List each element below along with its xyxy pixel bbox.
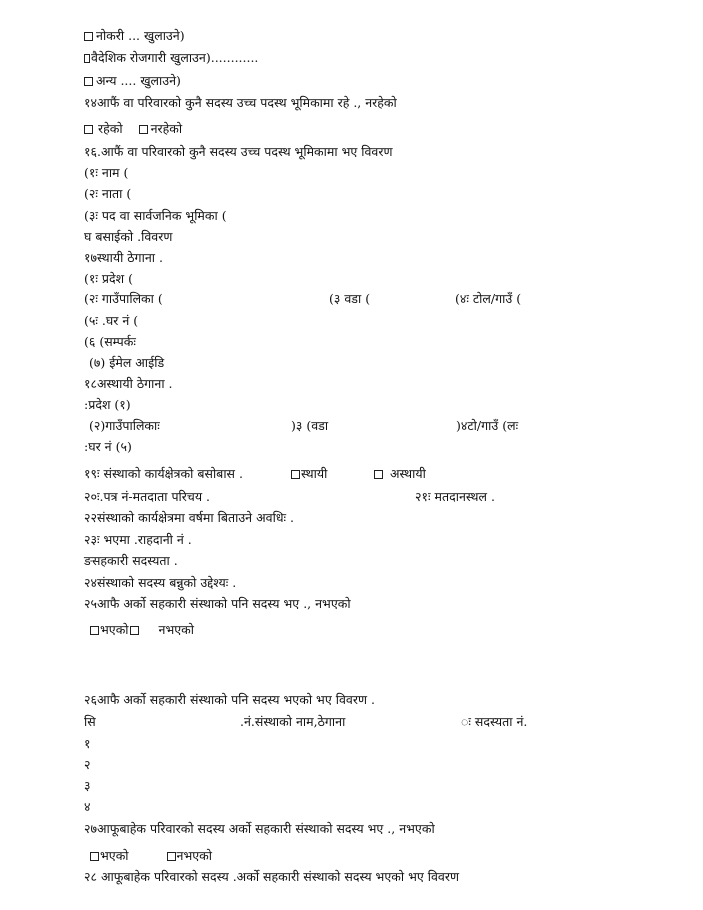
q20-voter-id: २०ः.पत्र नं-मतदाता परिचय . (84, 489, 211, 504)
col-name-address-header: .नं.संस्थाको नाम,ठेगाना (240, 714, 346, 729)
col-serial-header: सि (84, 714, 96, 729)
row-serial-3: ३ (84, 778, 91, 793)
checkbox-q27-yes[interactable] (90, 852, 99, 861)
cooperative-membership-heading: ङसहकारी सदस्यता . (84, 553, 178, 568)
q26-details-heading: २६आफै अर्को सहकारी संस्थाको पनि सदस्य भएको भए विवरण . (84, 692, 375, 707)
q19-residence-heading: १९ः संस्थाको कार्यक्षेत्रको बसोबास . (84, 466, 243, 481)
row-serial-1: १ (84, 736, 91, 751)
checkbox-not-held[interactable] (139, 125, 148, 134)
q14-options (84, 123, 182, 136)
row-serial-2: २ (84, 757, 91, 772)
q16-name-field: (१ः नाम ( (84, 165, 129, 180)
q25-options (90, 624, 194, 637)
label-yes-held: रहेको (98, 121, 123, 136)
checkbox-yes-held[interactable] (84, 125, 93, 134)
q19-temporary-option (374, 468, 426, 481)
label-temporary: अस्थायी (390, 466, 426, 481)
q21-polling-station: २१ः मतदानस्थल . (415, 489, 495, 504)
checkbox-q27-no[interactable] (167, 852, 176, 861)
option-foreign-employment (84, 52, 258, 65)
q14-heading: १४आफैं वा परिवारको कुनै सदस्य उच्च पदस्थ भूमिकामा रहे ., नरहेको (84, 95, 397, 110)
q16-heading: १६.आफैं वा परिवारको कुनै सदस्य उच्च पदस्थ भूमिकामा भए विवरण (84, 144, 393, 159)
option-job-label: नोकरी ... खुलाउने) (96, 28, 185, 43)
q27-family-membership: २७आफूबाहेक परिवारको सदस्य अर्को सहकारी संस्थाको सदस्य भए ., नभएको (84, 821, 435, 836)
option-job (84, 30, 185, 43)
q25-other-membership: २५आफै अर्को सहकारी संस्थाको पनि सदस्य भए ., नभएको (84, 596, 351, 611)
q19-permanent-option (291, 468, 327, 481)
tole-field: (४ः टोल/गाउँ ( (455, 291, 522, 306)
house-number-field: (५ः .घर नं ( (84, 313, 139, 328)
temp-province-field: :प्रदेश (१) (84, 397, 131, 412)
label-q27-no: नभएको (176, 848, 212, 863)
q16-position-field: (३ः पद वा सार्वजनिक भूमिका ( (84, 208, 227, 223)
q16-relation-field: (२ः नाता ( (84, 186, 132, 201)
label-not-held: नरहेको (150, 121, 183, 136)
checkbox-q25-no[interactable] (130, 626, 139, 635)
checkbox-foreign-employment[interactable] (84, 54, 90, 63)
checkbox-permanent[interactable] (291, 470, 300, 479)
temp-ward-field: )३ (वडा (291, 418, 329, 433)
checkbox-q25-yes[interactable] (90, 626, 99, 635)
municipality-field: (२ः गाउँपालिका ( (84, 291, 163, 306)
q22-duration: २२संस्थाको कार्यक्षेत्रमा वर्षमा बिताउने अवधिः . (84, 510, 294, 525)
row-serial-4: ४ (84, 799, 91, 814)
q17-permanent-address: १७स्थायी ठेगाना . (84, 250, 163, 265)
label-permanent: स्थायी (301, 466, 328, 481)
option-other-label: अन्य .... खुलाउने) (96, 73, 181, 88)
label-q25-no: नभएको (158, 622, 195, 637)
q27-options (90, 850, 212, 863)
ward-field: (३ वडा ( (329, 291, 371, 306)
q18-temporary-address: १८अस्थायी ठेगाना . (84, 376, 173, 391)
label-q25-yes: भएको (100, 622, 129, 637)
temp-house-number-field: :घर नं (५) (84, 439, 132, 454)
residence-details-heading: घ बसाईको .विवरण (84, 229, 173, 244)
checkbox-temporary[interactable] (374, 470, 383, 479)
q23-passport: २३ः भएमा .राहदानी नं . (84, 532, 192, 547)
checkbox-other[interactable] (84, 77, 93, 86)
province-field: (१ः प्रदेश ( (84, 271, 133, 286)
option-other (84, 75, 181, 88)
option-foreign-employment-label: वैदेशिक रोजगारी खुलाउन)............ (91, 50, 259, 65)
q24-purpose: २४संस्थाको सदस्य बन्नुको उद्देश्यः . (84, 575, 237, 590)
label-q27-yes: भएको (100, 848, 129, 863)
temp-tole-field: )४टो/गाउँ (लः (456, 418, 519, 433)
email-field: (७) ईमेल आईडि (89, 355, 165, 370)
checkbox-job[interactable] (84, 32, 93, 41)
col-membership-no-header: ः सदस्यता नं. (461, 714, 528, 729)
q28-family-details-heading: २८ आफूबाहेक परिवारको सदस्य .अर्को सहकारी संस्थाको सदस्य भएको भए विवरण (84, 869, 460, 884)
temp-municipality-field: (२)गाउँपालिकाः (89, 418, 160, 433)
contact-field: (६ (सम्पर्कः (84, 334, 136, 349)
